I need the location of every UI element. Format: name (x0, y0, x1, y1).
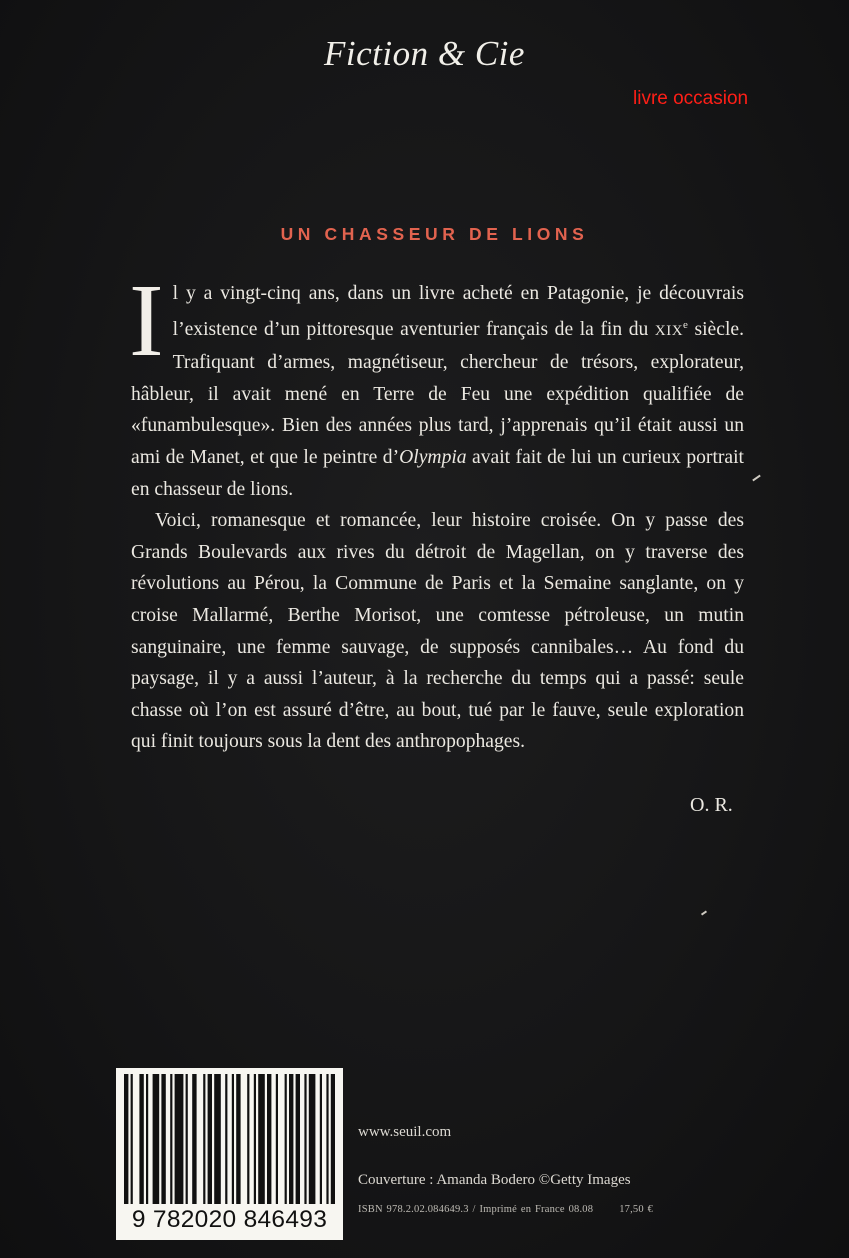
barcode-bar (161, 1074, 165, 1204)
barcode (116, 1068, 343, 1240)
barcode-bar (309, 1074, 316, 1204)
cover-credit: Couverture : Amanda Bodero ©Getty Images (358, 1172, 631, 1188)
century-superscript: e (683, 318, 688, 331)
isbn-line (358, 1204, 653, 1215)
barcode-bar (289, 1074, 293, 1204)
series-title: Fiction & Cie (324, 34, 525, 73)
blurb-paragraph-2: Voici, romanesque et romancée, leur histoire croisée. On y passe des Grands Boulevards aux rives du détroit de Magellan, on y traverse des révolutions au Pérou, la Commune de Paris et la Semaine sanglante, on y croise Mallarmé, Berthe Morisot, une comtesse pétroleuse, un mutin sanguinaire, une femme sauvage, de supposés cannibales… Au fond du paysage, il y a aussi l’auteur, à la recherche du temps qui a passé: seule chasse où l’on est assuré d’être, au bout, tué par le fauve, seule exploration qui finit toujours sous la dent des anthropophages. (131, 510, 744, 753)
author-initials: O. R. (690, 794, 733, 816)
barcode-digits: 9 782020 846493 (131, 1206, 328, 1233)
scuff-mark (752, 475, 761, 482)
barcode-bar (258, 1074, 265, 1204)
barcode-bar (276, 1074, 278, 1204)
barcode-bar (285, 1074, 287, 1204)
barcode-bar (139, 1074, 143, 1204)
drop-cap: I (129, 263, 164, 378)
barcode-bar (192, 1074, 196, 1204)
barcode-bar (331, 1074, 335, 1204)
barcode-bar (232, 1074, 234, 1204)
publisher-website: www.seuil.com (358, 1124, 452, 1140)
barcode-bar (203, 1074, 205, 1204)
barcode-bar (320, 1074, 322, 1204)
barcode-bar (304, 1074, 306, 1204)
barcode-bar (208, 1074, 212, 1204)
barcode-bar (296, 1074, 300, 1204)
blurb-paragraph-1 (129, 263, 744, 505)
blurb-p1-part-a: l y a vingt-cinq ans, dans un livre acheté en Patagonie, je découvrais l’existence d’un pittoresque aventurier français de la fin du (172, 283, 744, 340)
blurb-p1-part-b: siècle. Trafiquant d’armes, magnétiseur, chercheur de trésors, explorateur, hâbleur, il avait mené en Terre de Feu une expédition qualifiée de «funambulesque». Bien des années plus tard, j’apprenais qu’il était aussi un ami de Manet, et que le peintre d’ (131, 318, 744, 468)
painting-title: Olympia (399, 446, 467, 468)
barcode-bar (214, 1074, 221, 1204)
barcode-bar (153, 1074, 160, 1204)
barcode-bar (267, 1074, 271, 1204)
barcode-bar (124, 1074, 128, 1204)
barcode-bar (326, 1074, 328, 1204)
barcode-bar (175, 1074, 184, 1204)
scuff-mark (701, 910, 707, 915)
barcode-bar (254, 1074, 256, 1204)
barcode-bar (236, 1074, 240, 1204)
barcode-bar (170, 1074, 172, 1204)
blurb-p1-part-c: avait fait de lui un curieux portrait en chasseur de lions. (131, 446, 744, 500)
blurb-text (129, 263, 744, 758)
barcode-bar (186, 1074, 188, 1204)
barcode-bars (116, 1068, 343, 1208)
used-book-label: livre occasion (633, 88, 749, 109)
price: 17,50 € (619, 1204, 654, 1215)
barcode-bar (225, 1074, 227, 1204)
book-title: UN CHASSEUR DE LIONS (280, 224, 589, 244)
barcode-bar (247, 1074, 249, 1204)
century-numeral: XIX (654, 322, 684, 339)
barcode-bar (146, 1074, 148, 1204)
barcode-bar (131, 1074, 133, 1204)
isbn-text: ISBN 978.2.02.084649.3 / Imprimé en France 08.08 (358, 1204, 594, 1215)
